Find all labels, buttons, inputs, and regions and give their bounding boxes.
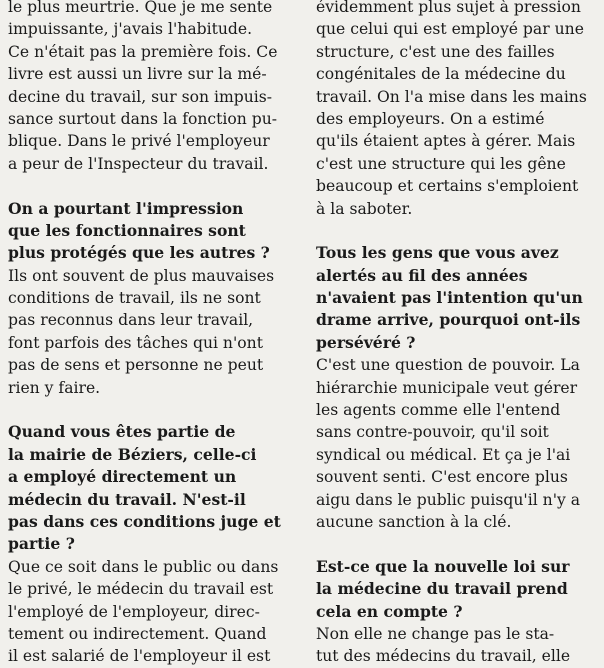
text-line: que celui qui est employé par une <box>316 20 584 39</box>
text-line: livre est aussi un livre sur la mé- <box>8 65 267 84</box>
text-line: évidemment plus sujet à pression <box>316 0 581 16</box>
question-line: cela en compte ? <box>316 601 463 621</box>
text-line: le plus meurtrie. Que je me sente <box>8 0 273 16</box>
question-line: pas dans ces conditions juge et <box>8 511 281 531</box>
text-line: le privé, le médecin du travail est <box>8 580 274 599</box>
text-line: hiérarchie municipale veut gérer <box>316 378 578 397</box>
spacer <box>316 220 598 242</box>
question-line: plus protégés que les autres ? <box>8 243 270 263</box>
text-line: souvent senti. C'est encore plus <box>316 468 568 487</box>
question-line: n'avaient pas l'intention qu'un <box>316 288 583 308</box>
text-line: c'est une structure qui les gêne <box>316 154 566 173</box>
question-line: partie ? <box>8 534 75 554</box>
left-column <box>8 0 291 668</box>
text-line: rien y faire. <box>8 378 101 397</box>
text-line: qu'ils étaient aptes à gérer. Mais <box>316 132 576 151</box>
text-line: Ils ont souvent de plus mauvaises <box>8 266 275 285</box>
text-line: à la saboter. <box>316 199 413 218</box>
question-line: Quand vous êtes partie de <box>8 422 236 442</box>
question-line: persévéré ? <box>316 332 416 352</box>
question-line: Tous les gens que vous avez <box>316 243 559 263</box>
question-line: la médecine du travail prend <box>316 579 568 599</box>
text-line: structure, c'est une des failles <box>316 42 555 61</box>
spacer <box>316 533 598 555</box>
right-answer-2 <box>316 623 598 668</box>
text-line: blique. Dans le privé l'employeur <box>8 132 270 151</box>
text-line: pas reconnus dans leur travail, <box>8 311 254 330</box>
right-column <box>316 0 598 668</box>
text-line: congénitales de la médecine du <box>316 65 566 84</box>
text-line: travail. On l'a mise dans les mains <box>316 87 587 106</box>
text-line: pas de sens et personne ne peut <box>8 356 264 375</box>
left-answer-1 <box>8 265 291 399</box>
text-line: tement ou indirectement. Quand <box>8 624 267 643</box>
text-line: aigu dans le public puisqu'il n'y a <box>316 490 581 509</box>
question-line: drame arrive, pourquoi ont-ils <box>316 310 581 330</box>
question-line: que les fonctionnaires sont <box>8 220 246 240</box>
text-line: les agents comme elle l'entend <box>316 401 561 420</box>
question-line: a employé directement un <box>8 467 237 487</box>
right-paragraph-1 <box>316 0 598 220</box>
text-line: sance surtout dans la fonction pu- <box>8 109 278 128</box>
spacer <box>8 399 291 421</box>
text-line: syndical ou médical. Et ça je l'ai <box>316 445 571 464</box>
text-line: a peur de l'Inspecteur du travail. <box>8 154 269 173</box>
question-line: la mairie de Béziers, celle-ci <box>8 444 257 464</box>
text-line: Que ce soit dans le public ou dans <box>8 557 279 576</box>
text-line: sans contre-pouvoir, qu'il soit <box>316 423 549 442</box>
right-question-1 <box>316 242 598 354</box>
left-question-2 <box>8 421 291 555</box>
text-line: Non elle ne change pas le sta- <box>316 624 555 643</box>
question-line: alertés au fil des années <box>316 265 528 285</box>
text-line: il est salarié de l'employeur il est <box>8 647 271 666</box>
right-question-2 <box>316 556 598 623</box>
text-line: font parfois des tâches qui n'ont <box>8 333 263 352</box>
left-question-1 <box>8 198 291 265</box>
text-line: decine du travail, sur son impuis- <box>8 87 273 106</box>
right-answer-1 <box>316 354 598 533</box>
text-line: aucune sanction à la clé. <box>316 512 512 531</box>
spacer <box>8 175 291 197</box>
text-line: impuissante, j'avais l'habitude. <box>8 20 253 39</box>
text-line: conditions de travail, ils ne sont <box>8 289 261 308</box>
text-line: C'est une question de pouvoir. La <box>316 356 580 375</box>
left-paragraph-1 <box>8 0 291 175</box>
text-line: tut des médecins du travail, elle <box>316 647 571 666</box>
text-line: des employeurs. On a estimé <box>316 109 545 128</box>
question-line: Est-ce que la nouvelle loi sur <box>316 556 570 576</box>
left-answer-2 <box>8 556 291 668</box>
question-line: On a pourtant l'impression <box>8 198 244 218</box>
question-line: médecin du travail. N'est-il <box>8 489 246 509</box>
text-line: l'employé de l'employeur, direc- <box>8 602 260 621</box>
text-line: beaucoup et certains s'emploient <box>316 177 579 196</box>
text-line: Ce n'était pas la première fois. Ce <box>8 42 278 61</box>
